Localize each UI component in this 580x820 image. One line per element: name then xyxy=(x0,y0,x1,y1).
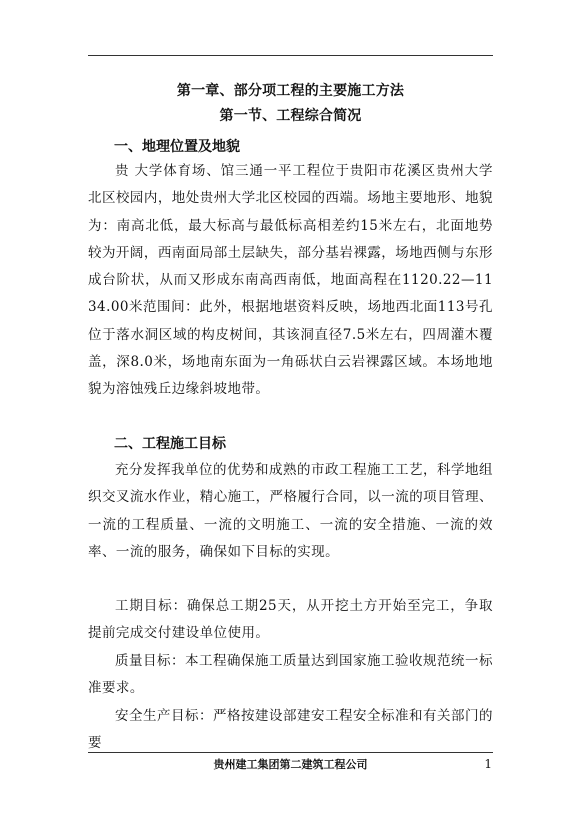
header-rule xyxy=(88,55,493,56)
chapter-title: 第一章、部分项工程的主要施工方法 xyxy=(176,83,405,99)
section-title: 第一节、工程综合简况 xyxy=(219,108,362,124)
paragraph-goals-intro: 充分发挥我单位的优势和成熟的市政工程施工工艺，科学地组织交叉流水作业，精心施工，严格履行合同，以一流的项目管理、一流的工程质量、一流的文明施工、一流的安全措施、一流的效率、一流的服务，确保如下目标的实现。 xyxy=(88,462,493,560)
paragraph-schedule-goal: 工期目标：确保总工期25天，从开挖土方开始至完工，争取提前完成交付建设单位使用。 xyxy=(88,598,493,642)
paragraph-quality-goal: 质量目标：本工程确保施工质量达到国家施工验收规范统一标准要求。 xyxy=(88,653,493,697)
heading-location: 一、地理位置及地貌 xyxy=(114,139,240,155)
page-number: 1 xyxy=(484,757,492,771)
footer-rule xyxy=(88,752,493,753)
paragraph-safety-goal: 安全生产目标：严格按建设部建安工程安全标准和有关部门的要 xyxy=(88,708,493,752)
paragraph-location: 贵 大学体育场、馆三通一平工程位于贵阳市花溪区贵州大学北区校园内，地处贵州大学北区校园的西端。场地主要地形、地貌为：南高北低，最大标高与最低标高相差约15米左右，北面地势较为开阔，西南面局部土层缺失，部分基岩裸露，场地西侧与东形成台阶状，从而又形成东南高西南低，地面高程在1120.22—1134.00米范围间：此外，根据地堪资料反映，场地西北面113号孔位于落水洞区域的构皮树间，其该洞直径7.5米左右，四周灌木覆盖，深8.0米，场地南东面为一角砾状白云岩裸露区域。本场地地貌为溶蚀残丘边缘斜坡地带。 xyxy=(88,163,493,398)
heading-goals: 二、工程施工目标 xyxy=(114,436,226,452)
footer-company: 贵州建工集团第二建筑工程公司 xyxy=(213,758,368,771)
